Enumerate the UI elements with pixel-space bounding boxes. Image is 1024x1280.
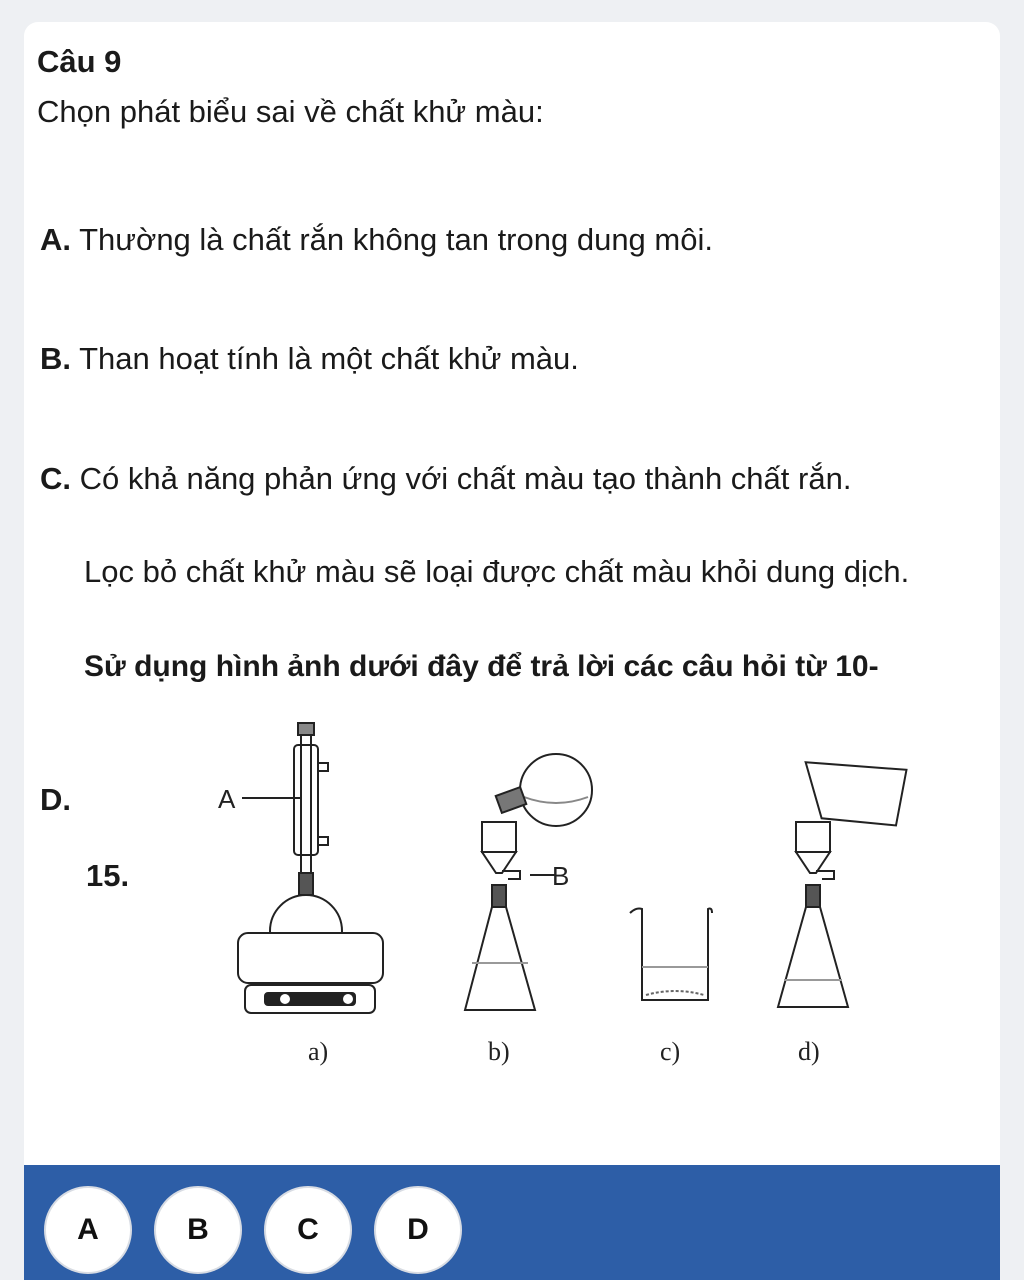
option-c [40,461,851,497]
label-a: A [218,784,236,814]
apparatus-a-reflux [238,723,383,1013]
option-a-text: Thường là chất rắn không tan trong dung môi. [79,222,713,257]
option-d-text: Lọc bỏ chất khử màu sẽ loại được chất màu khỏi dung dịch. [84,554,910,589]
option-c-letter: C. [40,461,71,496]
caption-d: d) [798,1037,820,1066]
caption-b: b) [488,1037,510,1066]
apparatus-d-filtration [778,745,910,1007]
instruction-continuation: 15. [86,858,130,893]
option-a [40,222,713,258]
question-prompt: Chọn phát biểu sai về chất khử màu: [37,94,544,129]
apparatus-b-filtration [465,754,592,1010]
caption-a: a) [308,1037,329,1066]
answer-button-d[interactable]: D [374,1186,462,1274]
label-b: B [552,861,570,891]
option-b-letter: B. [40,341,71,376]
figure-instruction: Sử dụng hình ảnh dưới đây để trả lời các câu hỏi từ 10- [84,650,879,683]
option-c-text: Có khả năng phản ứng với chất màu tạo thành chất rắn. [79,461,852,496]
option-d-letter: D. [40,782,71,817]
caption-c: c) [660,1037,681,1066]
option-a-letter: A. [40,222,71,257]
answer-button-c[interactable]: C [264,1186,352,1274]
option-b-text: Than hoạt tính là một chất khử màu. [79,341,579,376]
answer-button-a[interactable]: A [44,1186,132,1274]
apparatus-c-beaker [630,909,712,1001]
answer-button-b[interactable]: B [154,1186,242,1274]
lab-apparatus-figure [190,695,910,1090]
question-number: Câu 9 [37,44,122,79]
option-b [40,341,579,377]
